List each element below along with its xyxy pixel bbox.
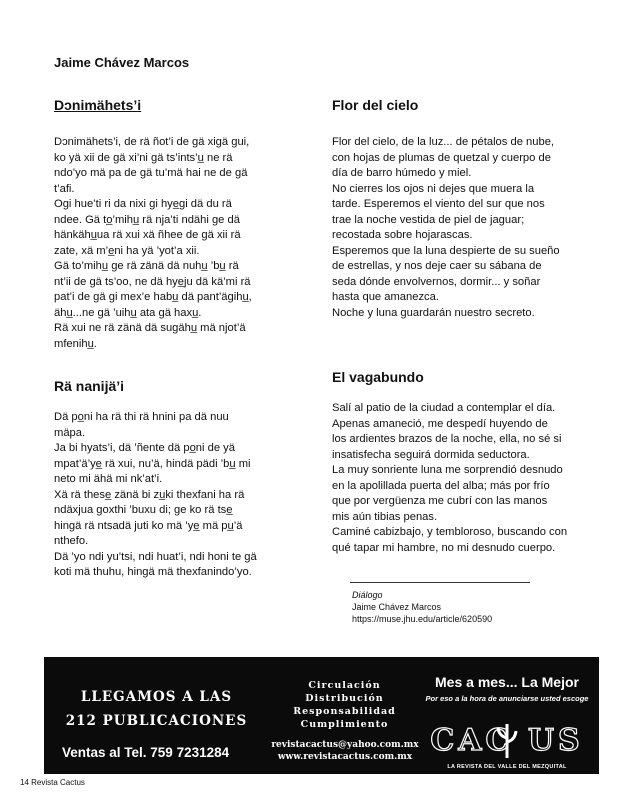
poem-line: en la apolillada puerta del alba; más por frío (332, 479, 550, 492)
poem-el-vagabundo (332, 369, 582, 556)
poem-line: mpat’ä’ye̲ rä xui, nu’ä, hindä pädi ’bu̲ mi (54, 457, 251, 470)
poem-line: ndee. Gä to̲’mihu̲ rä nja’ti ndähi ge dä (54, 213, 240, 226)
poem-line: ndo’yo mä pa de gä tu’mä hai ne de gä (54, 167, 248, 179)
poem-line: Salí al patio de la ciudad a contemplar el día. (332, 402, 556, 414)
citation-url[interactable]: https://muse.jhu.edu/article/620590 (352, 614, 493, 624)
svg-text:CAC US: CAC US (430, 723, 584, 758)
poem-body (54, 135, 299, 352)
poem-line: trae la noche vestida de piel de jaguar; (332, 213, 525, 226)
poem-line: nt’ii de gä ts’oo, ne dä hye̲ju dä kä’mi rä (54, 275, 251, 288)
poem-donimahetsi (54, 97, 299, 352)
cactus-logo-icon (425, 720, 589, 760)
poem-title: El vagabundo (332, 369, 424, 385)
ad-phone: Ventas al Tel. 759 7231284 (62, 745, 230, 760)
ad-email[interactable]: revistacactus@yahoo.com.mx (271, 740, 419, 750)
poem-line: ndäxjua goxthi ’buxu di; ge ko rä tse̲ (54, 504, 233, 516)
citation-author: Jaime Chávez Marcos (352, 602, 442, 612)
author-name: Jaime Chávez Marcos (54, 55, 190, 70)
ad-reach-line1: LLEGAMOS A LAS (80, 689, 233, 705)
poem-line: con hojas de plumas de quetzal y cuerpo de (332, 151, 551, 164)
poem-line: recostada sobre hojarascas. (332, 229, 473, 241)
poem-ra-nanijai (54, 378, 299, 581)
ad-contact (270, 739, 420, 763)
poem-line: No cierres los ojos ni dejes que muera la (332, 182, 535, 195)
ad-service: Circulación (308, 680, 381, 691)
poem-line: Caminé cabizbajo, y tembloroso, buscando con (332, 526, 568, 538)
poem-line: hingä rä ntsadä juti ko mä ’ye̲ mä pu̲’ä (54, 519, 243, 532)
ad-website[interactable]: www.revistacactus.com.mx (277, 752, 413, 762)
poem-line: La muy sonriente luna me sorprendió desnudo (332, 464, 563, 476)
poem-title: Flor del cielo (332, 97, 419, 113)
poem-body (332, 401, 582, 556)
citation-divider (350, 582, 530, 583)
poem-line: ko yä xii de gä xi’ni gä ts’ints’u̲ ne rä (54, 151, 233, 164)
poem-line: Dä ’yo ndi yu’tsi, ndi huat’i, ndi honi te gä (54, 550, 257, 563)
ad-services (272, 679, 417, 731)
poem-line: Dɔnimähets’i, de rä ñot’i de gä xigä gui, (54, 136, 250, 148)
poem-line: Ja bi hyats’i, dä ’ñente dä po̲ni de yä (54, 442, 235, 454)
poem-line: pat’i de gä gi mex’e habu̲ dä pant’ägihu̲, (54, 291, 252, 303)
poem-line: nthefo. (54, 535, 89, 547)
page-folio: 14 Revista Cactus (20, 778, 85, 787)
poem-line: los ardientes brazos de la noche, ella, no sé si (332, 433, 562, 445)
poem-title (54, 97, 299, 113)
ad-reach (44, 685, 269, 733)
poem-title-text: Dɔnimähets’i (54, 97, 142, 113)
poem-line: de estrellas, y nos deje caer su sábana de (332, 260, 542, 272)
poem-line: Apenas amaneció, me despedí huyendo de (332, 417, 548, 430)
poem-line: Gä to’mihu̲ ge rä zänä dä nuhu̲ ’bu̲ rä (54, 260, 239, 272)
poem-line: mis aún tibias penas. (332, 510, 438, 523)
poem-line: qué tapar mi hambre, no mi desnudo cuerpo. (332, 541, 556, 554)
poem-line: Noche y luna guardarán nuestro secreto. (332, 306, 535, 319)
ad-logo-tagline: LA REVISTA DEL VALLE DEL MEZQUITAL (447, 764, 567, 770)
poem-line: día de barro húmedo y miel. (332, 167, 472, 179)
ad-reach-line2: 212 PUBLICACIONES (65, 713, 248, 729)
poem-body (332, 135, 582, 321)
poem-line: Xä rä these̲ zänä bi zu̲ki thexfani ha rä (54, 488, 245, 501)
ad-slogan: Mes a mes... La Mejor (435, 674, 579, 690)
poem-line: t’afi. (54, 182, 75, 195)
citation (352, 589, 492, 625)
advertisement-banner (44, 657, 599, 774)
poem-line: que por vergüenza me cubrí con las manos (332, 495, 548, 507)
ad-service: Distribución (305, 693, 384, 704)
poem-line: mfenihu̲. (54, 337, 97, 350)
poem-line: hasta que amanezca. (332, 291, 439, 303)
ad-subslogan: Por eso a la hora de anunciarse usted escoge (425, 694, 589, 703)
poem-line: hänkähu̲ua rä xui xä ñhee de gä xii rä (54, 229, 241, 241)
ad-service: Cumplimiento (300, 719, 389, 730)
citation-source: Diálogo (352, 590, 383, 600)
poem-line: Ogi hue’ti ri da nixi gi hye̲gi dä du rä (54, 198, 232, 210)
poem-line: Flor del cielo, de la luz... de pétalos de nube, (332, 136, 555, 148)
poem-line: Rä xui ne rä zänä dä sugähu̲ mä njot’ä (54, 322, 246, 334)
poem-title: Rä nanijä’i (54, 378, 125, 394)
poem-line: seda dónde envolvernos, dormir... y soñar (332, 275, 541, 288)
poem-line: insatisfecha seguirá dormida seductora. (332, 448, 530, 461)
poem-line: neto mi ähä mi nk’at’i. (54, 473, 163, 485)
poem-line: ähu̲...ne gä ’uihu̲ ata gä haxu̲. (54, 306, 202, 319)
poem-line: mäpa. (54, 426, 86, 439)
poem-flor-del-cielo (332, 97, 582, 321)
poem-body (54, 410, 299, 581)
poem-line: koti mä thuhu, hingä mä thexfanindo’yo. (54, 566, 252, 578)
poem-line: Dä po̲ni ha rä thi rä hnini pa dä nuu (54, 411, 229, 423)
poem-line: zate, xä m’e̲ni ha yä ’yot’a xii. (54, 244, 200, 257)
poem-line: Esperemos que la luna despierte de su sueño (332, 244, 560, 257)
poem-line: tarde. Esperemos el viento del sur que nos (332, 198, 545, 210)
ad-service: Responsabilidad (293, 706, 396, 717)
